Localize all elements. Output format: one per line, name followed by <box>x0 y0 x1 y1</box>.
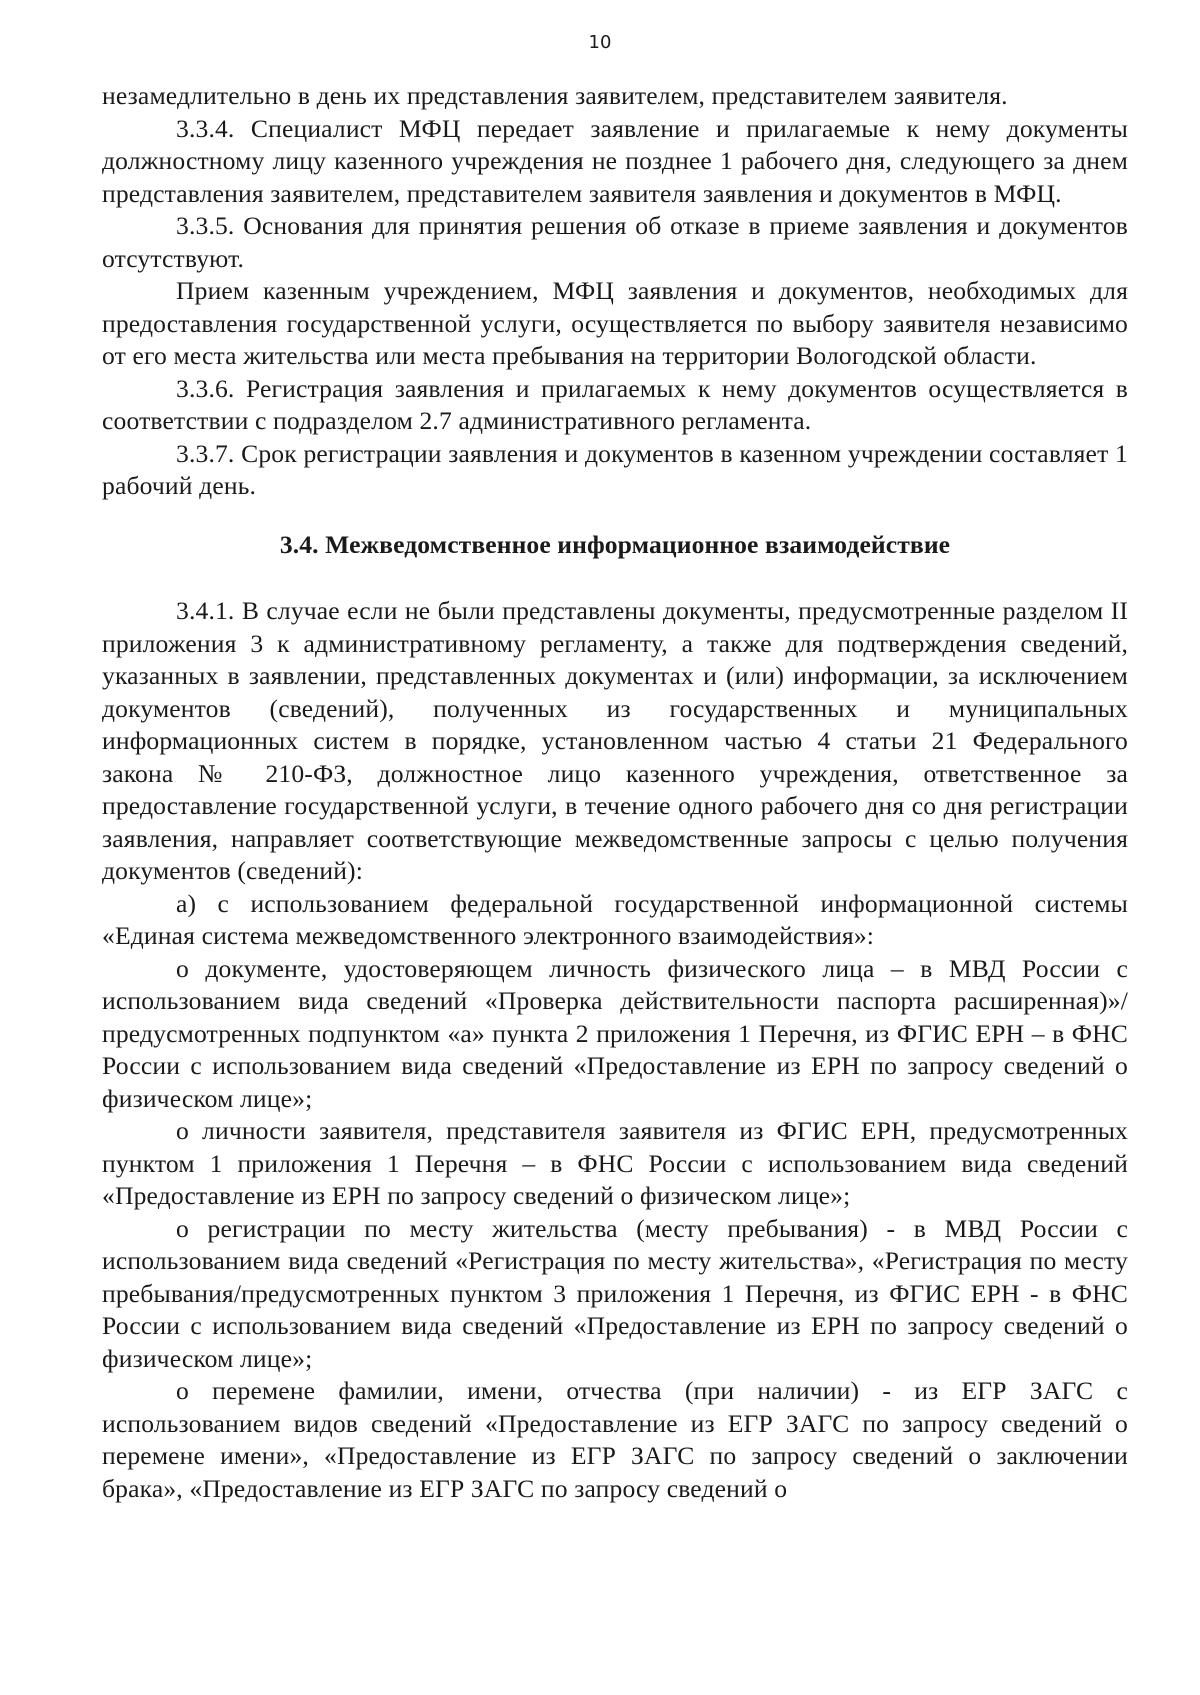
paragraph-identity-document: о документе, удостоверяющем личность физического лица – в МВД России с использованием вида сведений «Проверка действительности паспорта расширенная)»/предусмотренных подпунктом «а» пункта 2 приложения 1 Перечня, из ФГИС ЕРН – в ФНС России с использованием вида сведений «Предоставление из ЕРН по запросу сведений о физическом лице»; <box>102 953 1128 1113</box>
paragraph-continuation: незамедлительно в день их представления заявителем, представителем заявителя. <box>102 81 1008 110</box>
paragraph-3-4-1: 3.4.1. В случае если не были представлены документы, предусмотренные разделом II приложения 3 к административному регламенту, а также для подтверждения сведений, указанных в заявлении, представленных документах и (или) информации, за исключением документов (сведений), полученных из государственных и муниципальных информационных систем в порядке, установленном частью 4 статьи 21 Федерального закона № 210-ФЗ, должностное лицо казенного учреждения, ответственное за предоставление государственной услуги, в течение одного рабочего дня со дня регистрации заявления, направляет соответствующие межведомственные запросы с целью получения документов (сведений): <box>102 596 1128 885</box>
section-heading-3-4: 3.4. Межведомственное информационное взаимодействие <box>279 529 951 559</box>
paragraph-3-3-5: 3.3.5. Основания для принятия решения об отказе в приеме заявления и документов отсутствуют. <box>102 211 1128 273</box>
paragraph-applicant-identity: о личности заявителя, представителя заявителя из ФГИС ЕРН, предусмотренных пунктом 1 приложения 1 Перечня – в ФНС России с использованием вида сведений «Предоставление из ЕРН по запросу сведений о физическом лице»; <box>102 1116 1128 1210</box>
paragraph-registration: о регистрации по месту жительства (месту пребывания) - в МВД России с использованием вида сведений «Регистрация по месту жительства», «Регистрация по месту пребывания/предусмотренных пунктом 3 приложения 1 Перечня, из ФГИС ЕРН - в ФНС России с использованием вида сведений «Предоставление из ЕРН по запросу сведений о физическом лице»; <box>102 1213 1128 1373</box>
document-body <box>102 80 1128 1505</box>
page-number: 10 <box>588 32 612 53</box>
paragraph-3-3-4: 3.3.4. Специалист МФЦ передает заявление и прилагаемые к нему документы должностному лицу казенного учреждения не позднее 1 рабочего дня, следующего за днем представления заявителем, представителем заявителя заявления и документов в МФЦ. <box>102 113 1128 208</box>
paragraph-name-change: о перемене фамилии, имени, отчества (при наличии) - из ЕГР ЗАГС с использованием видов сведений «Предоставление из ЕГР ЗАГС по запросу сведений о перемене имени», «Предоставление из ЕГР ЗАГС по запросу сведений о заключении брака», «Предоставление из ЕГР ЗАГС по запросу сведений о <box>102 1376 1128 1503</box>
paragraph-3-3-6: 3.3.6. Регистрация заявления и прилагаемых к нему документов осуществляется в соответствии с подразделом 2.7 административного регламента. <box>102 373 1128 435</box>
paragraph-3-3-7: 3.3.7. Срок регистрации заявления и документов в казенном учреждении составляет 1 рабочий день. <box>102 438 1128 500</box>
paragraph-item-a: а) с использованием федеральной государственной информационной системы «Единая система межведомственного электронного взаимодействия»: <box>102 888 1128 950</box>
paragraph-reception: Прием казенным учреждением, МФЦ заявления и документов, необходимых для предоставления государственной услуги, осуществляется по выбору заявителя независимо от его места жительства или места пребывания на территории Вологодской области. <box>102 276 1128 370</box>
